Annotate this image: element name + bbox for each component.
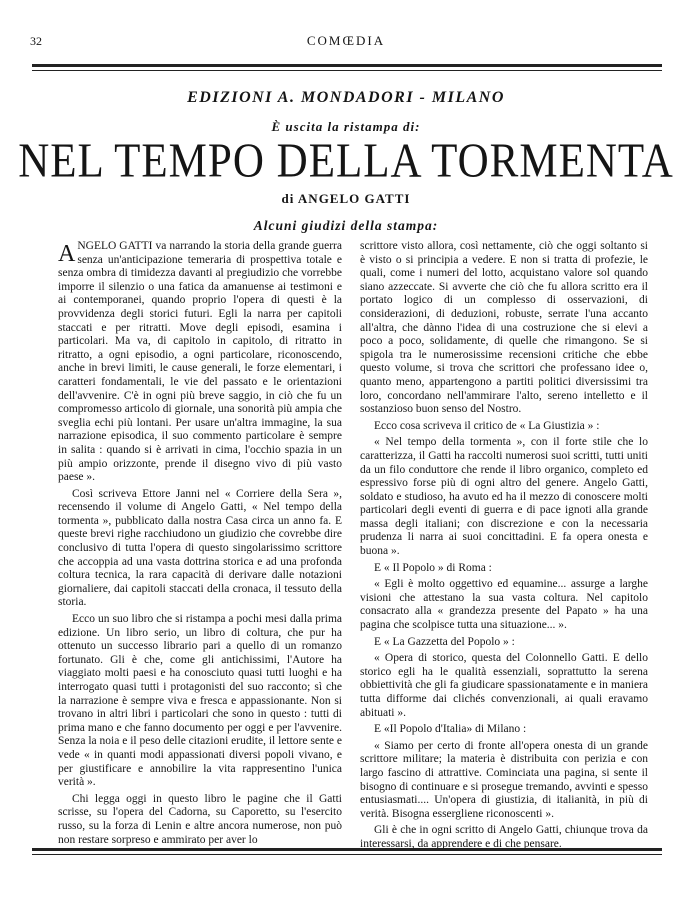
right-paragraph-4: E « Il Popolo » di Roma : xyxy=(374,561,492,574)
announcement-line: È uscita la ristampa di: xyxy=(271,119,421,134)
left-paragraph-2: Così scriveva Ettore Janni nel « Corriere della Sera », recensendo il volume di Angelo Gatti, « Nel tempo della tormenta », pubblicato dalla nostra Casa circa un anno fa. E queste brevi righe racchiudono un giudizio che covrebbe dire conclusivo di tutta l'opera di questo singolarissimo scrittore che accoppia ad una vasta dottrina storica e ad una profonda coltura tecnica, la rara capacità di derivare dalle notazioni giornaliere, dai capitoli staccati della cronaca, il tessuto della storia. xyxy=(58,487,342,609)
right-paragraph-1: scrittore visto allora, così nettamente, ciò che oggi soltanto si è visto o si principia a vedere. E non si tratta di profezie, le quali, come i numeri del lotto, acquistano valore sol quando siano azzeccate. Si avverte che ciò che fu allora scritto era il portato logico di un complesso di osservazioni, di considerazioni, di deduzioni, robuste, serrate l'una accanto all'altra, che dànno l'idea di una costruzione che si elevi a poco a poco, solidamente, di quelle che rimangono. Se si spigola tra le numerosissime recensioni critiche che ebbe questo volume, si trova che scrittori che professano idee o, quanto meno, appartengono a partiti politici diversissimi tra loro, concordano nell'ammirare l'alto, sereno intelletto e il sostanzioso buon senso del Nostro. xyxy=(360,240,648,416)
book-title: NEL TEMPO DELLA TORMENTA xyxy=(18,135,674,188)
page-number: 32 xyxy=(30,34,42,48)
right-paragraph-9: « Siamo per certo di fronte all'opera onesta di un grande scrittore militare; la materia è distribuita con perizia e con largo fascino di attrattive. Cominciata una pagina, si sente il bisogno di continuare e si prosegue tremando, avvinti e spesso entusiasmati.... Un'opera di giustizia, di italianità, in più di verità. Bisogna essergliene riconoscenti ». xyxy=(360,739,648,820)
right-paragraph-3: « Nel tempo della tormenta », con il forte stile che lo caratterizza, il Gatti ha raccolti numerosi suoi scritti, tutti uniti da un filo conduttore che rende il libro organico, completo ed espressivo forse più di ogni altro del genere. Angelo Gatti, soldato e studioso, ha avuto ed ha il mezzo di conoscere molti particolari degli eventi di guerra e di pace ignoti alla grande massa degli italiani; con discrezione e con la necessaria prudenza li narra ai suoi concittadini. E fa opera onesta e buona ». xyxy=(360,436,648,558)
drop-cap: A xyxy=(58,241,76,267)
left-paragraph-1 xyxy=(58,240,342,485)
left-paragraph-4: Chi legga oggi in questo libro le pagine che il Gatti scrisse, su l'opera del Cadorna, su Caporetto, su l'esercito russo, su la forza di Lenin e altre ancora numerose, non può non restare sorpreso e ammirato per aver lo xyxy=(58,792,342,846)
top-rule-thin xyxy=(32,70,662,71)
right-paragraph-10: Gli è che in ogni scritto di Angelo Gatti, chiunque trova da interessarsi, da apprendere e di che pensare. xyxy=(360,824,648,850)
right-paragraph-8: E «Il Popolo d'Italia» di Milano : xyxy=(374,723,527,736)
right-paragraph-7: « Opera di storico, questa del Colonnello Gatti. E dello storico egli ha le qualità essenziali, soprattutto la serena obbiettività che gli fa giudicare spassionatamente e in maniera tutta difforme dai clichés convenzionali, ai quali eravamo abituati ». xyxy=(360,652,648,719)
bottom-rule-thin xyxy=(32,854,662,855)
right-paragraph-6: E « La Gazzetta del Popolo » : xyxy=(374,635,515,648)
bottom-rule-thick xyxy=(32,848,662,851)
right-column xyxy=(360,240,648,855)
right-paragraph-2: Ecco cosa scriveva il critico de « La Giustizia » : xyxy=(374,419,600,432)
running-head: COMŒDIA xyxy=(306,33,386,48)
left-column xyxy=(58,240,342,850)
right-paragraph-5: « Egli è molto oggettivo ed equamine... assurge a larghe visioni che attestano la sua vasta coltura. Nel capitolo consacrato alla « grandezza presente del Papato » ha una pagina che scolpisce tutta una situazione... ». xyxy=(360,578,648,632)
top-rule-thick xyxy=(32,64,662,67)
left-paragraph-3: Ecco un suo libro che si ristampa a pochi mesi dalla prima edizione. Un libro serio, un libro di coltura, che pur ha ottenuto un successo librario pari a quello di un romanzo fortunato. Gli è che, come gli antichissimi, l'Autore ha viaggiato molti paesi e ha conosciuto quasi tutti luoghi e ha interrogato quasi tutti i protagonisti del suo racconto; sì che la narrazione è sempre viva e fresca e appassionante. Non si trovano in altri libri i particolari che sono in questo : tutti di prima mano e che fanno documento per oggi e per l'avvenire. Senza la noia e il peso delle citazioni erudite, il lettore sente e vede « in quanti modi appassionati diversi popoli vivano, e per giustificare e annobilire la vita rappresentino l'unica verità ». xyxy=(58,613,342,789)
author-byline: di ANGELO GATTI xyxy=(281,191,411,206)
left-paragraph-1-text: NGELO GATTI va narrando la storia della grande guerra senza un'anticipazione temeraria di prospettiva totale e senza ombra di timidezza davanti al pregiudizio che vorrebbe imporre il silenzio o una fatica da amanuense ai testimoni e ai contemporanei, quando proprio l'opera di questi è la provvidenza degli storici futuri. Egli la narra per capitoli staccati e per ritratti. Move degli episodi, esamina i particolari. Ma va, di capitolo in capitolo, di ritratto in ritratto, a ogni episodio, a ogni particolare, riconoscendo, anche in brevi limiti, le cause generali, le forze elementari, i caratteri fondamentali, le vie del passato e le orientazioni dell'avvenire. C'è in ogni più breve saggio, in ciò che fu un compromesso articolo di giornale, una sonorità più ampia che sveglia echi più lontani. Per usare un'altra immagine, la sua narrazione episodica, il suo commento particolare è sempre in salita : quando si è arrivati in cima, l'occhio spazia in un più ampio orizzonte, prende il disegno vivo di più vasto paese ». xyxy=(58,240,342,484)
reviews-subheading: Alcuni giudizi della stampa: xyxy=(253,218,439,233)
publisher-line: EDIZIONI A. MONDADORI - MILANO xyxy=(187,89,505,106)
